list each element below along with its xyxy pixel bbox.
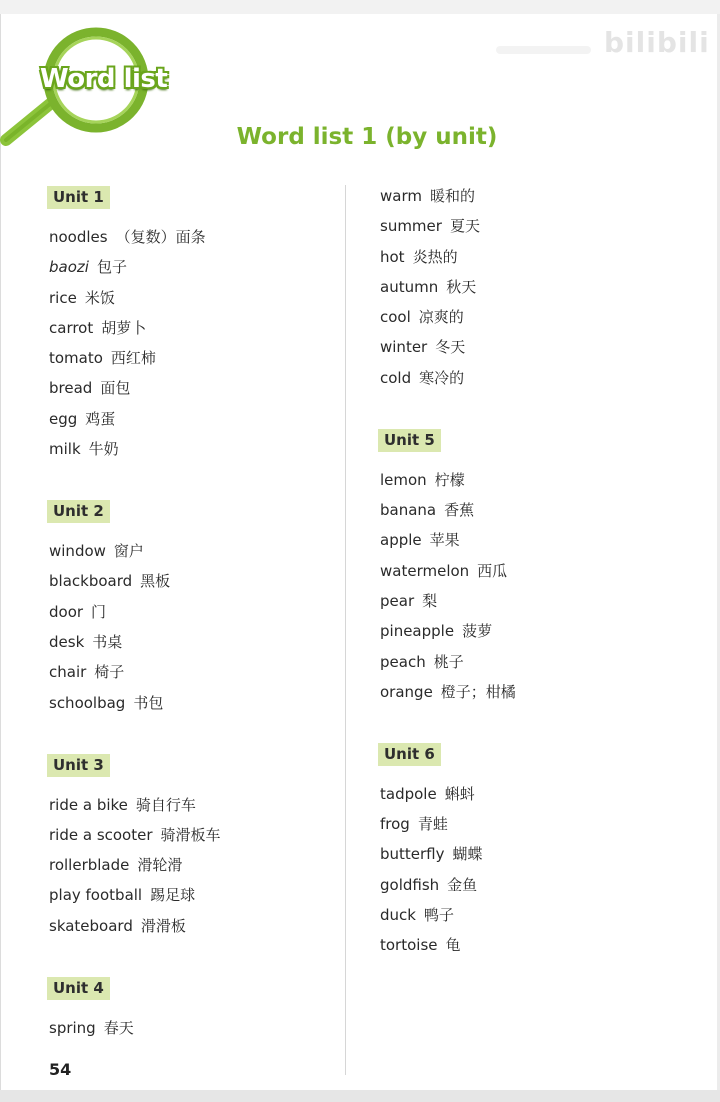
chinese-meaning: 蝴蝶 (452, 845, 483, 864)
chinese-meaning: 椅子 (94, 663, 125, 682)
word-entry (380, 307, 516, 327)
word-entry (380, 682, 516, 702)
unit-3-label: Unit 3 (47, 754, 110, 777)
word-entry (380, 652, 516, 672)
chinese-meaning: 牛奶 (88, 440, 119, 459)
english-word: frog (380, 815, 410, 834)
word-entry (49, 409, 221, 429)
english-word: blackboard (49, 572, 133, 591)
english-word: door (49, 602, 84, 621)
watermark-bar (496, 46, 591, 54)
word-entry (49, 632, 221, 652)
english-word: autumn (380, 277, 439, 296)
page-title: Word list 1 (by unit) (236, 124, 498, 150)
english-word: hot (380, 247, 405, 266)
word-entry (380, 784, 516, 804)
english-word: noodles (49, 228, 108, 246)
word-entry (49, 602, 221, 622)
english-word: warm (380, 187, 422, 205)
chinese-meaning: 胡萝卜 (101, 318, 147, 337)
page-number: 54 (49, 1060, 72, 1079)
english-word: pear (380, 591, 415, 610)
unit-label (47, 977, 221, 1000)
english-word: tomato (49, 349, 103, 368)
word-entry (49, 916, 221, 936)
chinese-meaning: （复数）面条 (115, 228, 206, 246)
chinese-meaning: 春天 (103, 1018, 134, 1037)
chinese-meaning: 踢足球 (150, 886, 196, 905)
word-entry (49, 662, 221, 682)
word-entry (49, 348, 221, 368)
unit-label (47, 754, 221, 777)
english-word: tortoise (380, 936, 438, 955)
word-entry (380, 561, 516, 581)
chinese-meaning: 夏天 (449, 217, 480, 236)
english-word: banana (380, 501, 437, 520)
chinese-meaning: 凉爽的 (418, 308, 464, 327)
word-entry (380, 368, 516, 388)
chinese-meaning: 寒冷的 (419, 368, 465, 387)
bilibili-watermark: bilibili (604, 26, 710, 59)
word-entry (49, 795, 221, 815)
unit-6-label: Unit 6 (378, 743, 441, 766)
english-word: spring (49, 1018, 96, 1037)
english-word: summer (380, 217, 442, 236)
chinese-meaning: 橙子；柑橘 (440, 682, 516, 701)
word-entry (49, 825, 221, 845)
word-entry (49, 288, 221, 308)
english-word: apple (380, 531, 422, 550)
word-entry (380, 500, 516, 520)
chinese-meaning: 米饭 (84, 288, 115, 307)
unit-label (378, 429, 516, 452)
english-word: goldfish (380, 875, 440, 894)
chinese-meaning: 苹果 (429, 531, 460, 550)
word-entry (380, 247, 516, 267)
chinese-meaning: 书桌 (92, 632, 123, 651)
chinese-meaning: 香蕉 (444, 501, 475, 520)
english-word: ride a scooter (49, 825, 153, 844)
word-entry (380, 844, 516, 864)
english-word: pineapple (380, 622, 455, 641)
english-word: milk (49, 440, 81, 459)
english-word: tadpole (380, 784, 437, 803)
english-word: rollerblade (49, 856, 130, 875)
logo-text: Word list (40, 64, 168, 94)
word-entry (49, 318, 221, 338)
chinese-meaning: 柠檬 (434, 470, 465, 489)
word-entry (49, 378, 221, 398)
chinese-meaning: 面包 (100, 379, 131, 398)
chinese-meaning: 金鱼 (447, 875, 478, 894)
english-word: cool (380, 308, 411, 327)
unit-1-label: Unit 1 (47, 186, 110, 209)
english-word: play football (49, 886, 143, 905)
bottom-strip (0, 1090, 720, 1102)
chinese-meaning: 菠萝 (462, 622, 493, 641)
word-entry (49, 885, 221, 905)
english-word: carrot (49, 318, 94, 337)
chinese-meaning: 冬天 (435, 338, 466, 357)
word-entry (380, 875, 516, 895)
english-word: window (49, 542, 106, 561)
chinese-meaning: 梨 (422, 591, 438, 610)
english-word: baozi (49, 258, 89, 277)
chinese-meaning: 龟 (445, 936, 461, 955)
chinese-meaning: 炎热的 (412, 247, 458, 266)
word-entry (49, 693, 221, 713)
english-word: skateboard (49, 916, 133, 935)
english-word: rice (49, 288, 77, 307)
word-entry (380, 591, 516, 611)
english-word: ride a bike (49, 795, 128, 814)
chinese-meaning: 青蛙 (417, 815, 448, 834)
word-entry (49, 439, 221, 459)
word-entry (380, 935, 516, 955)
chinese-meaning: 书包 (133, 693, 164, 712)
chinese-meaning: 西瓜 (477, 561, 508, 580)
english-word: orange (380, 682, 433, 701)
english-word: chair (49, 663, 87, 682)
word-entry (49, 257, 221, 277)
english-word: cold (380, 368, 412, 387)
english-word: watermelon (380, 561, 470, 580)
chinese-meaning: 黑板 (140, 572, 171, 591)
english-word: winter (380, 338, 428, 357)
left-column (49, 186, 221, 1038)
word-entry (49, 541, 221, 561)
word-entry (380, 277, 516, 297)
word-entry (380, 337, 516, 357)
chinese-meaning: 秋天 (446, 277, 477, 296)
unit-2-label: Unit 2 (47, 500, 110, 523)
chinese-meaning: 暖和的 (429, 187, 475, 205)
word-entry (380, 905, 516, 925)
chinese-meaning: 鸡蛋 (85, 409, 116, 428)
english-word: duck (380, 906, 416, 925)
english-word: lemon (380, 470, 427, 489)
unit-label (378, 743, 516, 766)
unit-label (47, 186, 221, 209)
word-entry (380, 216, 516, 236)
chinese-meaning: 西红柿 (110, 349, 156, 368)
chinese-meaning: 窗户 (113, 542, 144, 561)
unit-5-label: Unit 5 (378, 429, 441, 452)
english-word: schoolbag (49, 693, 126, 712)
english-word: peach (380, 652, 426, 671)
word-entry (380, 621, 516, 641)
word-entry (380, 530, 516, 550)
top-strip (0, 0, 720, 14)
chinese-meaning: 包子 (96, 258, 127, 277)
word-entry (380, 470, 516, 490)
english-word: bread (49, 379, 93, 398)
right-column (380, 186, 516, 955)
chinese-meaning: 桃子 (433, 652, 464, 671)
word-entry (49, 571, 221, 591)
chinese-meaning: 蝌蚪 (444, 784, 475, 803)
chinese-meaning: 滑轮滑 (137, 856, 183, 875)
unit-label (47, 500, 221, 523)
chinese-meaning: 鸭子 (423, 906, 454, 925)
unit-4-label: Unit 4 (47, 977, 110, 1000)
word-entry (380, 814, 516, 834)
chinese-meaning: 滑滑板 (140, 916, 186, 935)
english-word: butterfly (380, 845, 445, 864)
chinese-meaning: 骑自行车 (135, 795, 196, 814)
word-entry (49, 1018, 221, 1038)
english-word: desk (49, 632, 85, 651)
word-entry (49, 227, 221, 247)
chinese-meaning: 骑滑板车 (160, 825, 221, 844)
english-word: egg (49, 409, 78, 428)
column-divider (345, 185, 346, 1075)
word-entry (49, 855, 221, 875)
word-entry (380, 186, 516, 206)
chinese-meaning: 门 (91, 602, 107, 621)
